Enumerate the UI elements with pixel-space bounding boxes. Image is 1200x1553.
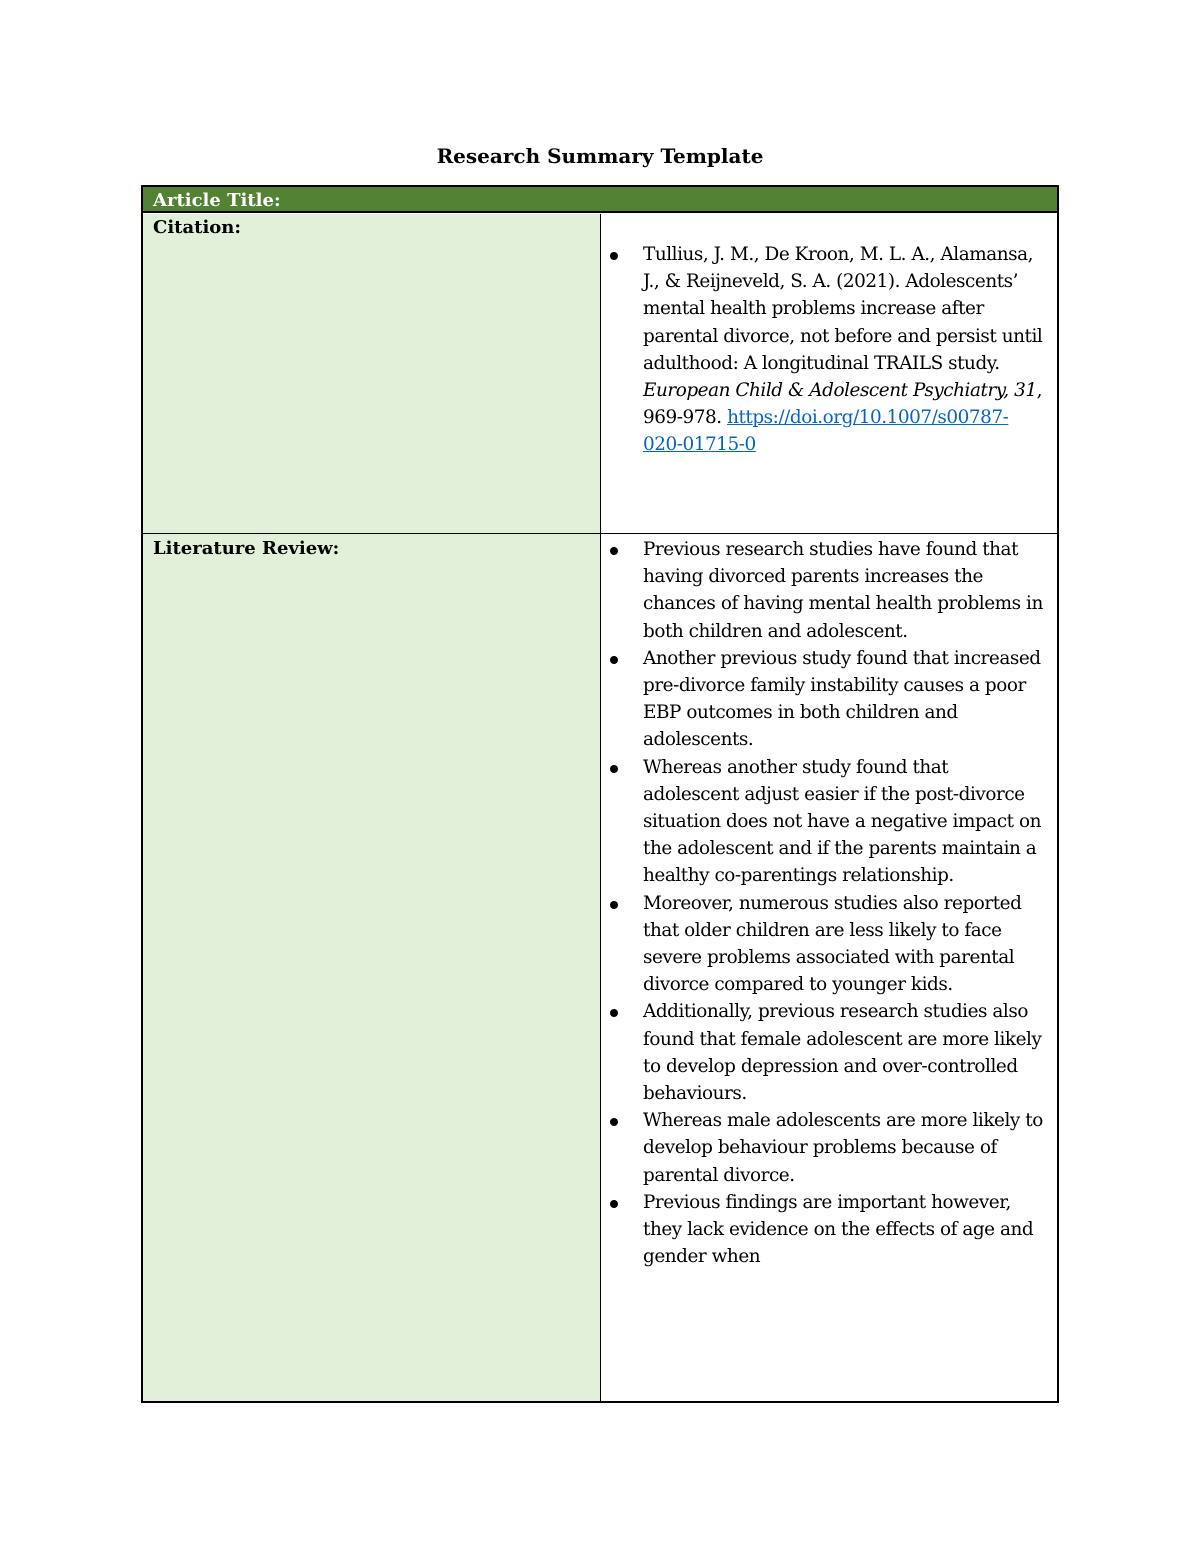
citation-item	[643, 241, 1045, 459]
bullet-icon	[610, 1009, 618, 1017]
citation-volume: 31	[1014, 380, 1037, 402]
bullet-icon	[610, 1118, 618, 1126]
literature-review-item	[643, 998, 1045, 1107]
literature-review-text: Additionally, previous research studies also found that female adolescent are more likely to develop depression and over-controlled behaviours.	[643, 1001, 1042, 1105]
page-title: Research Summary Template	[436, 144, 764, 168]
literature-review-text: Whereas male adolescents are more likely to develop behaviour problems because of parental divorce.	[643, 1110, 1043, 1186]
bullet-icon	[610, 252, 618, 260]
citation-doi-link[interactable]: https://doi.org/10.1007/s00787-020-01715-0	[643, 407, 1009, 456]
literature-review-item	[643, 645, 1045, 754]
row-divider	[143, 533, 1057, 534]
literature-review-text: Previous research studies have found that having divorced parents increases the chances of having mental health problems in both children and adolescent.	[643, 539, 1043, 642]
literature-review-item	[643, 1189, 1045, 1271]
citation-list	[643, 241, 1045, 459]
bullet-icon	[610, 901, 618, 909]
literature-review-list	[643, 536, 1045, 1270]
bullet-icon	[610, 656, 618, 664]
bullet-icon	[610, 1200, 618, 1208]
header-underline	[143, 213, 601, 214]
label-column	[143, 213, 601, 1401]
citation-authors-text: Tullius, J. M., De Kroon, M. L. A., Alamansa, J., & Reijneveld, S. A. (2021). Adolescents’ mental health problems increase after parental divorce, not before and persist until adulthood: A longitudinal TRAILS study.	[643, 244, 1043, 374]
literature-review-item	[643, 1107, 1045, 1189]
literature-review-text: Another previous study found that increased pre-divorce family instability causes a poor EBP outcomes in both children and adolescents.	[643, 647, 1041, 751]
citation-cell	[603, 241, 1057, 531]
literature-review-item	[643, 890, 1045, 999]
bullet-icon	[610, 765, 618, 773]
research-summary-table	[141, 185, 1059, 1403]
literature-review-label: Literature Review:	[153, 538, 340, 559]
citation-pages: , 969-978.	[643, 380, 1042, 429]
literature-review-text: Whereas another study found that adolescent adjust easier if the post-divorce situation does not have a negative impact on the adolescent and if the parents maintain a healthy co-parentings relationship.	[643, 756, 1042, 887]
citation-journal: European Child & Adolescent Psychiatry	[643, 380, 1004, 402]
literature-review-item	[643, 754, 1045, 890]
citation-label: Citation:	[153, 217, 242, 238]
literature-review-item	[643, 536, 1045, 645]
article-title-header-row	[143, 185, 1057, 213]
bullet-icon	[610, 547, 618, 555]
literature-review-cell	[603, 536, 1057, 1401]
citation-separator: ,	[1003, 380, 1015, 402]
literature-review-text: Previous findings are important however, they lack evidence on the effects of age and gender when	[643, 1191, 1034, 1268]
literature-review-text: Moreover, numerous studies also reported that older children are less likely to face severe problems associated with parental divorce compared to younger kids.	[643, 892, 1022, 996]
article-title-label: Article Title:	[153, 190, 281, 211]
